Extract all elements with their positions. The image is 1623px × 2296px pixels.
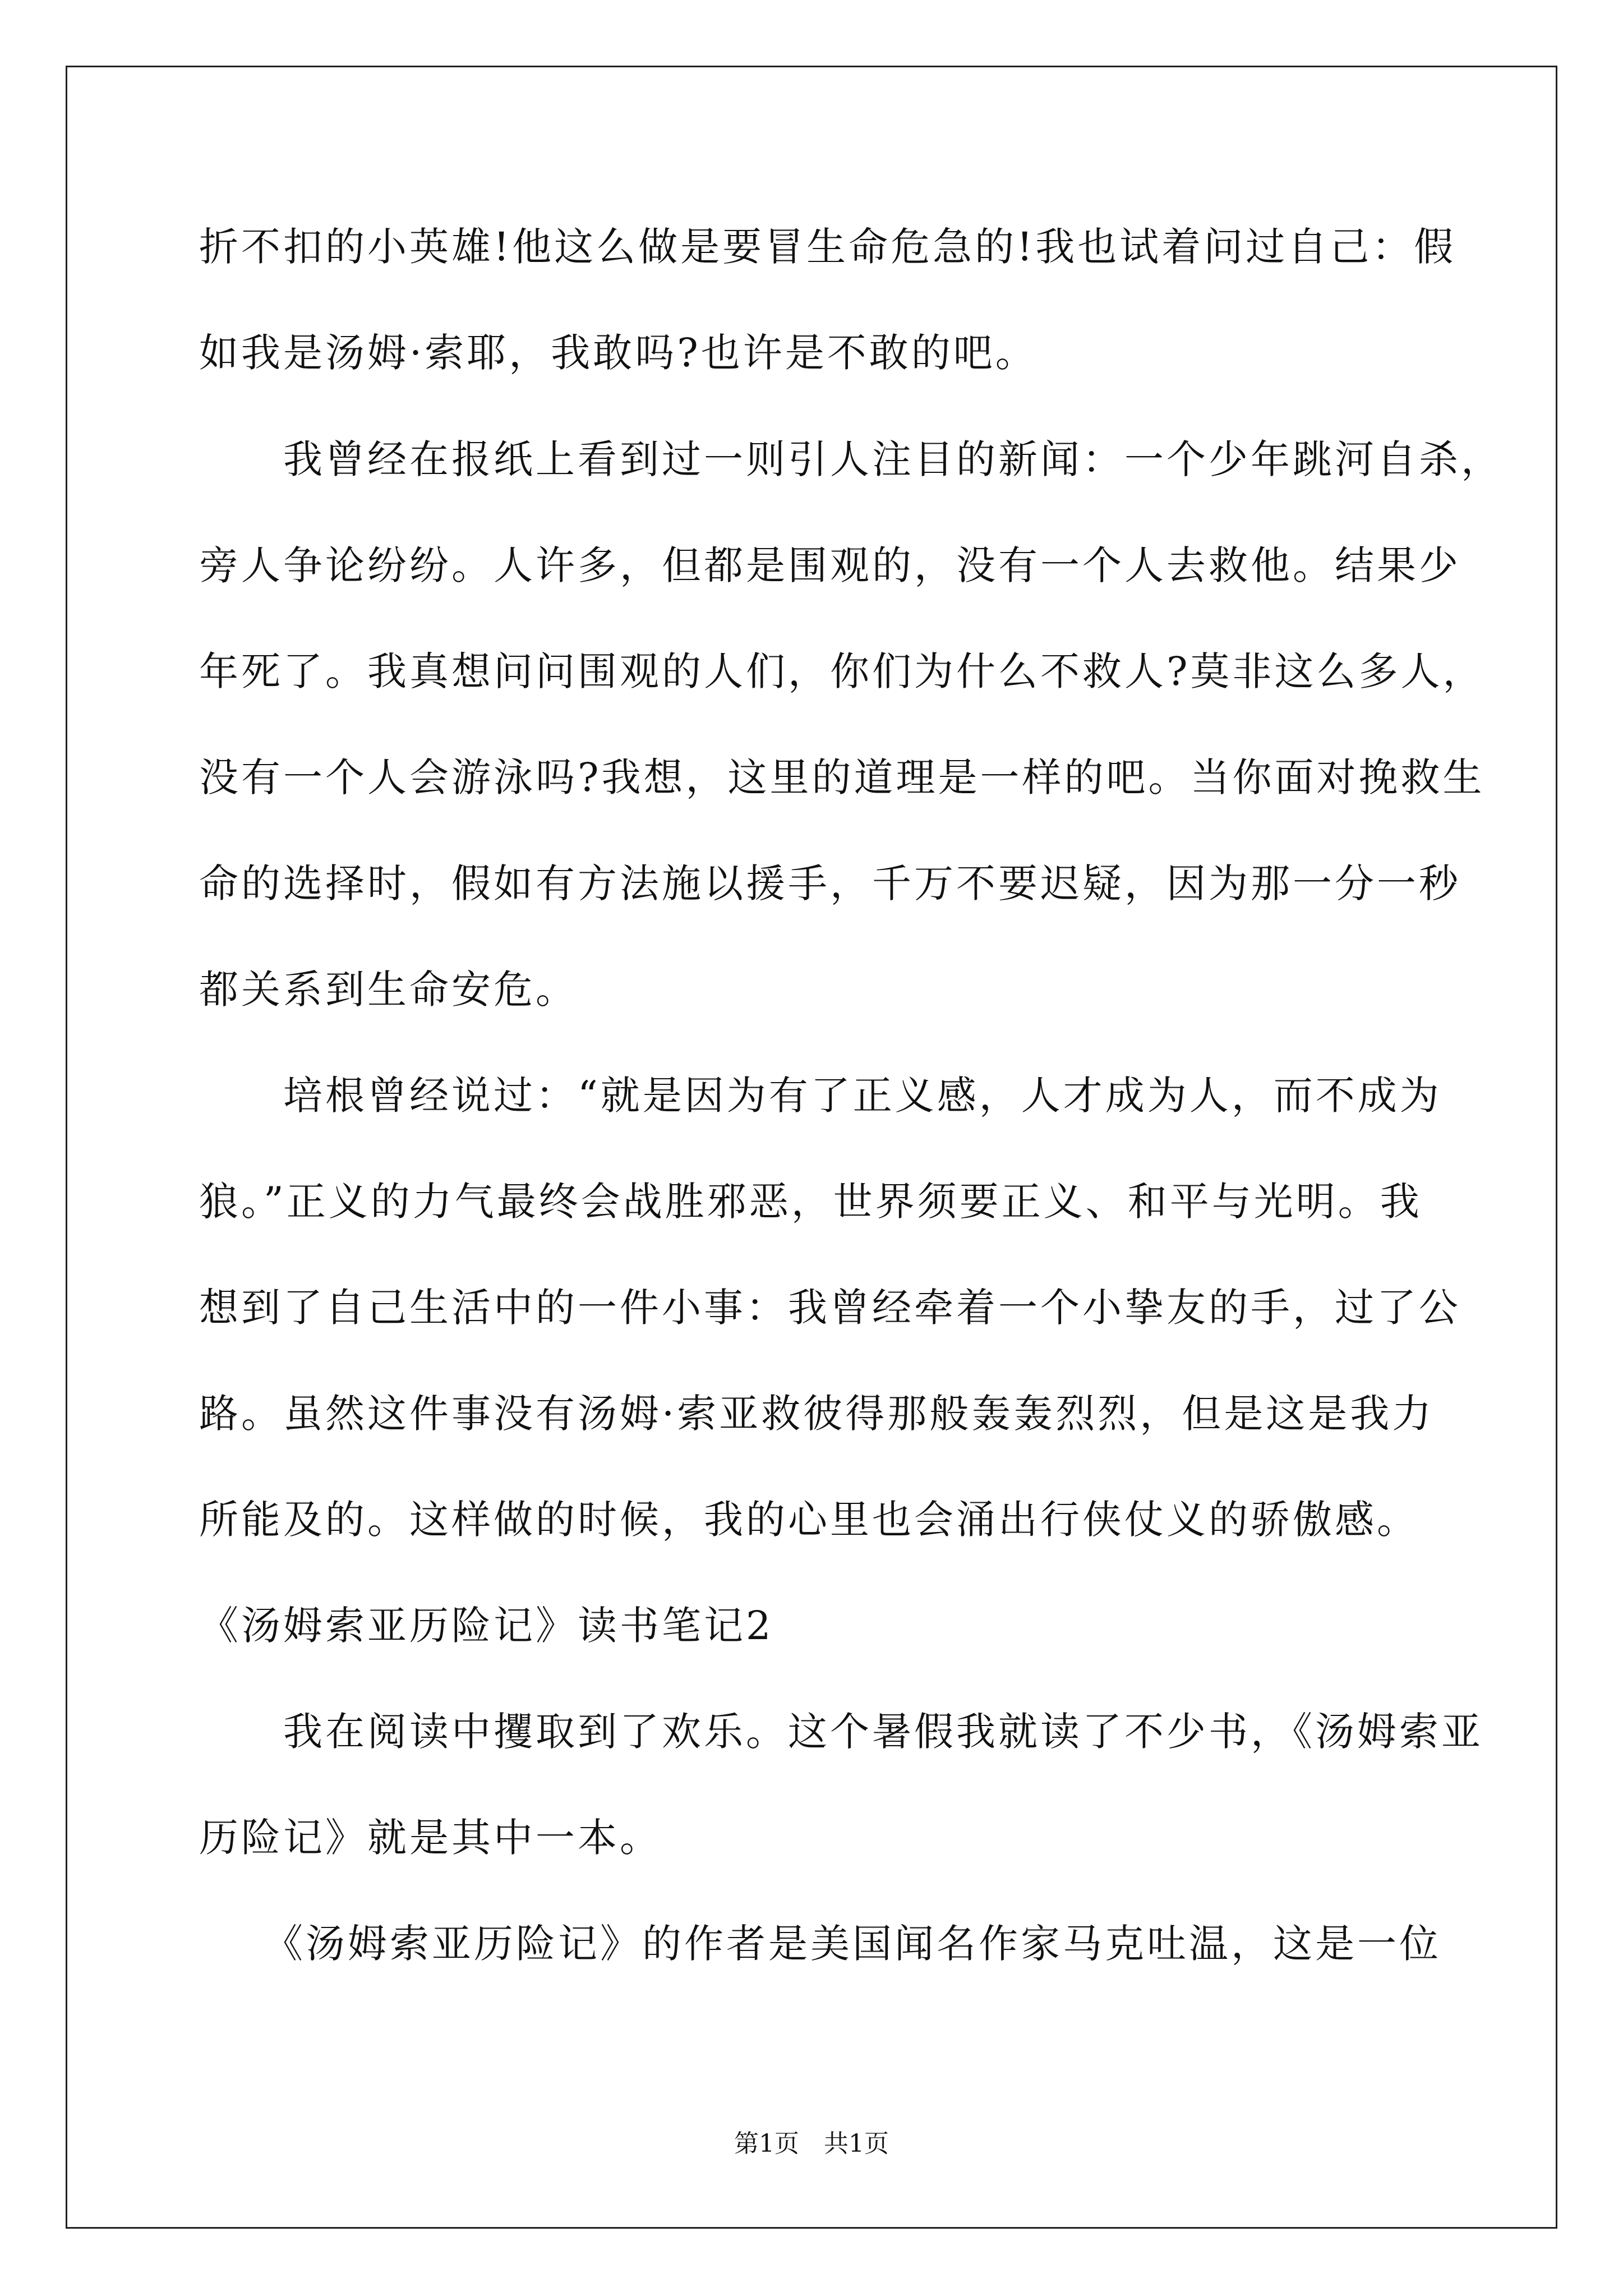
text-line: 我在阅读中攫取到了欢乐。这个暑假我就读了不少书，《汤姆索亚 [199, 1709, 1483, 1755]
section-heading: 《汤姆索亚历险记》读书笔记2 [199, 1603, 774, 1649]
text-line: 命的选择时，假如有方法施以援手，千万不要迟疑，因为那一分一秒 [199, 861, 1461, 907]
text-line: 旁人争论纷纷。人许多，但都是围观的，没有一个人去救他。结果少 [199, 542, 1461, 588]
text-line: 折不扣的小英雄!他这么做是要冒生命危急的!我也试着问过自己：假 [199, 224, 1456, 270]
text-line: 都关系到生命安危。 [199, 967, 578, 1013]
text-line: 路。虽然这件事没有汤姆·索亚救彼得那般轰轰烈烈，但是这是我力 [199, 1391, 1435, 1437]
text-line: 年死了。我真想问问围观的人们，你们为什么不救人?莫非这么多人， [199, 648, 1485, 694]
text-line: 没有一个人会游泳吗?我想，这里的道理是一样的吧。当你面对挽救生 [199, 754, 1485, 800]
text-line: 所能及的。这样做的时候，我的心里也会涌出行侠仗义的骄傲感。 [199, 1497, 1419, 1543]
text-line: 狼。”正义的力气最终会战胜邪恶，世界须要正义、和平与光明。我 [199, 1179, 1422, 1225]
text-line: 我曾经在报纸上看到过一则引人注目的新闻：一个少年跳河自杀， [199, 436, 1503, 482]
page-footer: 第1页 共1页 [734, 2129, 889, 2158]
text-line: 培根曾经说过：“就是因为有了正义感，人才成为人，而不成为 [199, 1073, 1442, 1119]
text-line: 如我是汤姆·索耶，我敢吗?也许是不敢的吧。 [199, 330, 1038, 376]
text-line: 《汤姆索亚历险记》的作者是美国闻名作家马克吐温，这是一位 [199, 1921, 1441, 1967]
text-line: 想到了自己生活中的一件小事：我曾经牵着一个小挚友的手，过了公 [199, 1285, 1461, 1331]
text-line: 历险记》就是其中一本。 [199, 1815, 662, 1861]
page-border [66, 66, 1557, 2229]
